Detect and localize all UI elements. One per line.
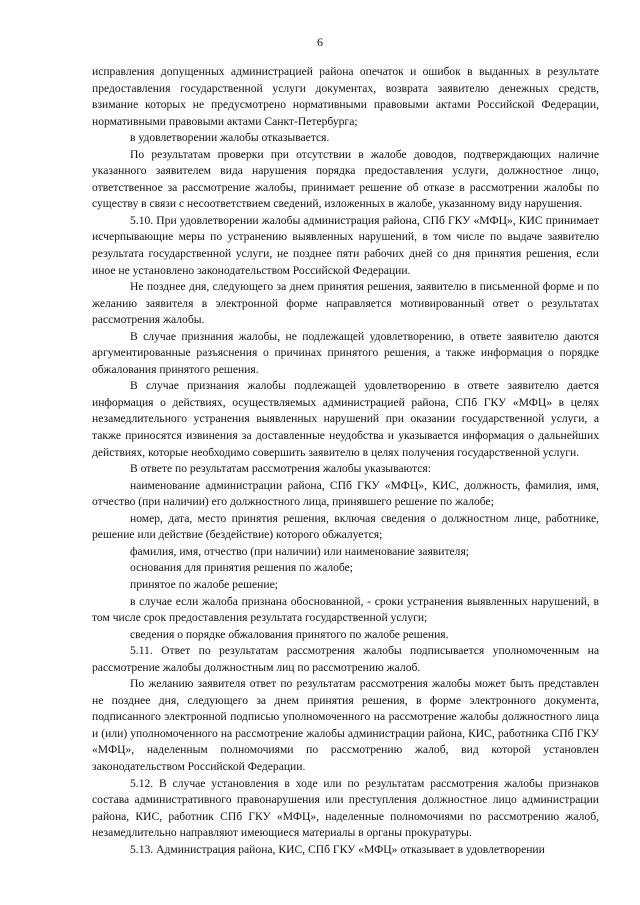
paragraph: сведения о порядке обжалования принятого по жалобе решения. xyxy=(130,627,449,641)
paragraph: В случае признания жалобы, не подлежащей удовлетворению, в ответе заявителю даются аргументированные разъяснения о причинах принятого решения, а также информация о порядке обжалования принятого решения. xyxy=(92,329,599,376)
paragraph: В случае признания жалобы подлежащей удовлетворению в ответе заявителю дается информация о действиях, осуществляемых администрацией района, СПб ГКУ «МФЦ» в целях незамедлительного устранения выявленных нарушений при оказании государственной услуги, а также приносятся извинения за доставленные неудобства и указывается информация о дальнейших действиях, которые необходимо совершить заявителю в целях получения государственной услуги. xyxy=(92,379,599,459)
paragraph: исправления допущенных администрацией района опечаток и ошибок в выданных в результате предоставления государственной услуги документах, возврата заявителю денежных средств, взимание которых не предусмотрено нормативными правовыми актами Российской Федерации, нормативными правовыми актами Санкт-Петербурга; xyxy=(92,65,599,128)
paragraph: 5.11. Ответ по результатам рассмотрения жалобы подписывается уполномоченным на рассмотрение жалобы должностным лиц по рассмотрению жалоб. xyxy=(92,644,599,674)
paragraph: 5.12. В случае установления в ходе или по результатам рассмотрения жалобы признаков состава административного правонарушения или преступления должностное лицо администрации района, КИС, работник СПб ГКУ «МФЦ», наделенные полномочиями по рассмотрению жалоб, незамедлительно направляют имеющиеся материалы в органы прокуратуры. xyxy=(92,776,599,840)
page-number: 6 xyxy=(317,35,323,49)
paragraph: 5.13. Администрация района, КИС, СПб ГКУ «МФЦ» отказывает в удовлетворении xyxy=(130,842,545,856)
paragraph: В ответе по результатам рассмотрения жалобы указываются: xyxy=(130,462,431,476)
paragraph: основания для принятия решения по жалобе; xyxy=(130,561,354,575)
paragraph: в удовлетворении жалобы отказывается. xyxy=(130,131,330,145)
paragraph: номер, дата, место принятия решения, включая сведения о должностном лице, работнике, решение или действие (бездействие) которого обжалуется; xyxy=(92,511,599,542)
paragraph: в случае если жалоба признана обоснованной, - сроки устранения выявленных нарушений, в том числе срок предоставления результата государственной услуги; xyxy=(92,594,599,625)
paragraph: принятое по жалобе решение; xyxy=(130,577,278,591)
paragraph: Не позднее дня, следующего за днем принятия решения, заявителю в письменной форме и по желанию заявителя в электронной форме направляется мотивированный ответ о результатах рассмотрения жалобы. xyxy=(92,280,599,327)
paragraph: 5.10. При удовлетворении жалобы администрация района, СПб ГКУ «МФЦ», КИС принимает исчерпывающие меры по устранению выявленных нарушений, в том числе по выдаче заявителю результата государственной услуги, не позднее пяти рабочих дней со дня принятия решения, если иное не установлено законодательством Российской Федерации. xyxy=(92,213,599,277)
paragraph: фамилия, имя, отчество (при наличии) или наименование заявителя; xyxy=(130,544,470,558)
document-body xyxy=(92,64,599,858)
paragraph: По результатам проверки при отсутствии в жалобе доводов, подтверждающих наличие указанного заявителем вида нарушения порядка предоставления услуги, должностное лицо, ответственное за рассмотрение жалобы, принимает решение об отказе в рассмотрении жалобы по существу в связи с несоответствием сведений, изложенных в жалобе, указанному виду нарушения. xyxy=(92,147,599,211)
paragraph: наименование администрации района, СПб ГКУ «МФЦ», КИС, должность, фамилия, имя, отчество (при наличии) его должностного лица, принявшего решение по жалобе; xyxy=(92,478,599,509)
paragraph: По желанию заявителя ответ по результатам рассмотрения жалобы может быть представлен не позднее дня, следующего за днем принятия решения, в форме электронного документа, подписанного электронной подписью уполномоченного на рассмотрение жалобы должностного лица и (или) уполномоченного на рассмотрение жалобы администрации района, КИС, работника СПб ГКУ «МФЦ», наделенным полномочиями по рассмотрению жалоб, вид которой установлен законодательством Российской Федерации. xyxy=(92,677,599,773)
